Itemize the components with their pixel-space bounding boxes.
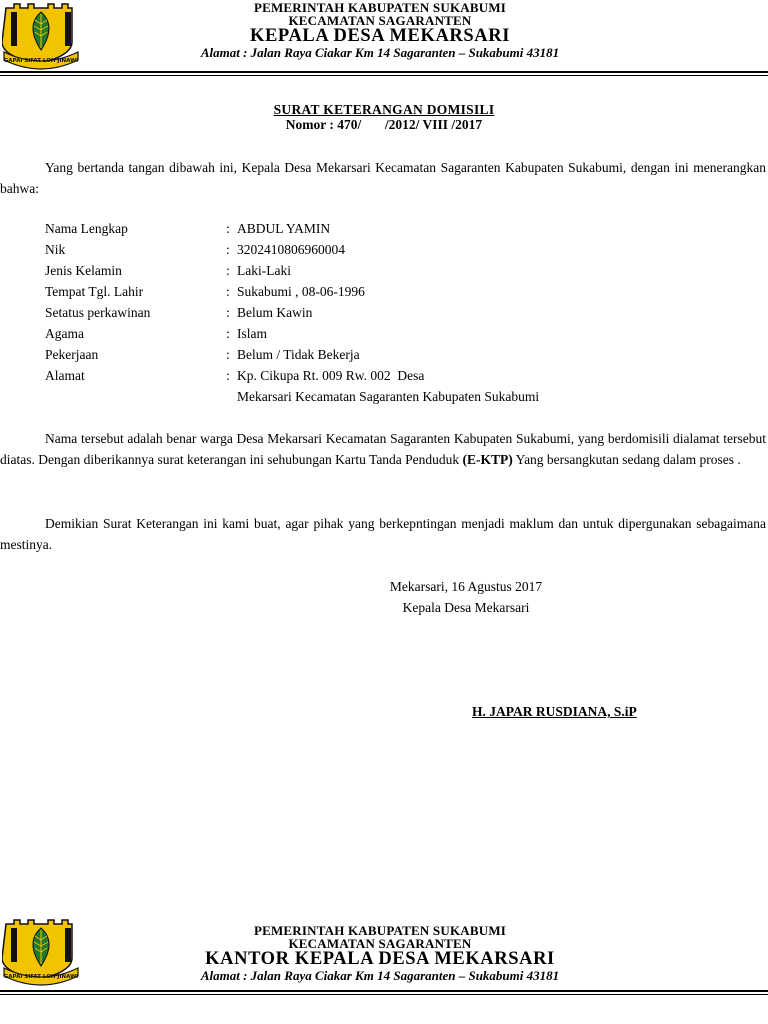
footer-letterhead-district: KECAMATAN SAGARANTEN [288, 936, 472, 951]
footer-letterhead-government: PEMERINTAH KABUPATEN SUKABUMI [253, 923, 507, 938]
letterhead-government: PEMERINTAH KABUPATEN SUKABUMI [253, 0, 507, 15]
sukabumi-regency-emblem-icon [2, 918, 80, 988]
field-colon: : [226, 305, 230, 320]
letter-title: SURAT KETERANGAN DOMISILI [273, 102, 495, 117]
logo-motto: GAPAI SIFAT LOH JINAWI [3, 974, 79, 980]
field-label-gender: Jenis Kelamin [45, 263, 122, 278]
field-label-marital-status: Setatus perkawinan [45, 305, 151, 320]
signer-name: H. JAPAR RUSDIANA, S.iP [472, 704, 637, 719]
letter-number: Nomor : 470/ /2012/ VIII /2017 [285, 117, 483, 132]
place-and-date: Mekarsari, 16 Agustus 2017 [389, 579, 543, 594]
statement-text-end: Yang bersangkutan sedang dalam proses . [512, 452, 741, 467]
field-colon: : [226, 242, 230, 257]
field-colon: : [226, 347, 230, 362]
statement-ektp: (E-KTP) [462, 452, 513, 467]
footer-letterhead-text [180, 924, 580, 982]
letterhead-district: KECAMATAN SAGARANTEN [288, 13, 472, 28]
field-value-gender: Laki-Laki [237, 263, 291, 278]
field-value-birth: Sukabumi , 08-06-1996 [237, 284, 365, 299]
field-colon: : [226, 326, 230, 341]
field-colon: : [226, 368, 230, 383]
sukabumi-regency-emblem-icon [2, 2, 80, 72]
signer-title: Kepala Desa Mekarsari [402, 600, 530, 615]
field-label-occupation: Pekerjaan [45, 347, 99, 362]
statement-text: Nama tersebut adalah benar warga Desa Mekarsari Kecamatan Sagaranten Kabupaten Sukabumi, yang berdomisili dialamat tersebut diatas. Dengan diberikannya surat keterangan ini sehubungan Kartu Tanda Penduduk [0, 431, 766, 467]
field-value-occupation: Belum / Tidak Bekerja [237, 347, 360, 362]
field-colon: : [226, 284, 230, 299]
field-value-address: Kp. Cikupa Rt. 009 Rw. 002 Desa [237, 368, 425, 383]
intro-paragraph [0, 157, 766, 199]
field-value-religion: Islam [237, 326, 267, 341]
field-value-marital-status: Belum Kawin [237, 305, 313, 320]
field-label-religion: Agama [45, 326, 84, 341]
letterhead-address: Alamat : Jalan Raya Ciakar Km 14 Sagaranten – Sukabumi 43181 [200, 44, 560, 60]
statement-paragraph [0, 428, 766, 470]
letterhead-divider-thin [0, 75, 768, 76]
closing-text: Demikian Surat Keterangan ini kami buat, agar pihak yang berkepntingan menjadi maklum dan untuk dipergunakan sebagaimana mestinya. [0, 516, 766, 552]
letterhead-office: KEPALA DESA MEKARSARI [250, 26, 510, 46]
footer-letterhead-address: Alamat : Jalan Raya Ciakar Km 14 Sagaranten – Sukabumi 43181 [200, 967, 560, 983]
field-label-birth: Tempat Tgl. Lahir [45, 284, 144, 299]
field-label-name: Nama Lengkap [45, 221, 128, 236]
letterhead-text [180, 1, 580, 59]
logo-motto: GAPAI SIFAT LOH JINAWI [3, 58, 79, 64]
field-colon: : [226, 263, 230, 278]
closing-paragraph [0, 513, 766, 555]
field-value-name: ABDUL YAMIN [237, 221, 331, 236]
footer-divider-thin [0, 994, 768, 995]
field-value-nik: 3202410806960004 [237, 242, 345, 257]
footer-letterhead-office: KANTOR KEPALA DESA MEKARSARI [205, 949, 555, 969]
field-value-address-continued: Mekarsari Kecamatan Sagaranten Kabupaten Sukabumi [237, 389, 540, 404]
field-colon: : [226, 221, 230, 236]
intro-text: Yang bertanda tangan dibawah ini, Kepala Desa Mekarsari Kecamatan Sagaranten Kabupaten Sukabumi, dengan ini menerangkan bahwa: [0, 160, 766, 196]
field-label-address: Alamat [45, 368, 85, 383]
letterhead-divider-thick [0, 71, 768, 73]
field-label-nik: Nik [45, 242, 66, 257]
footer-divider-thick [0, 990, 768, 992]
